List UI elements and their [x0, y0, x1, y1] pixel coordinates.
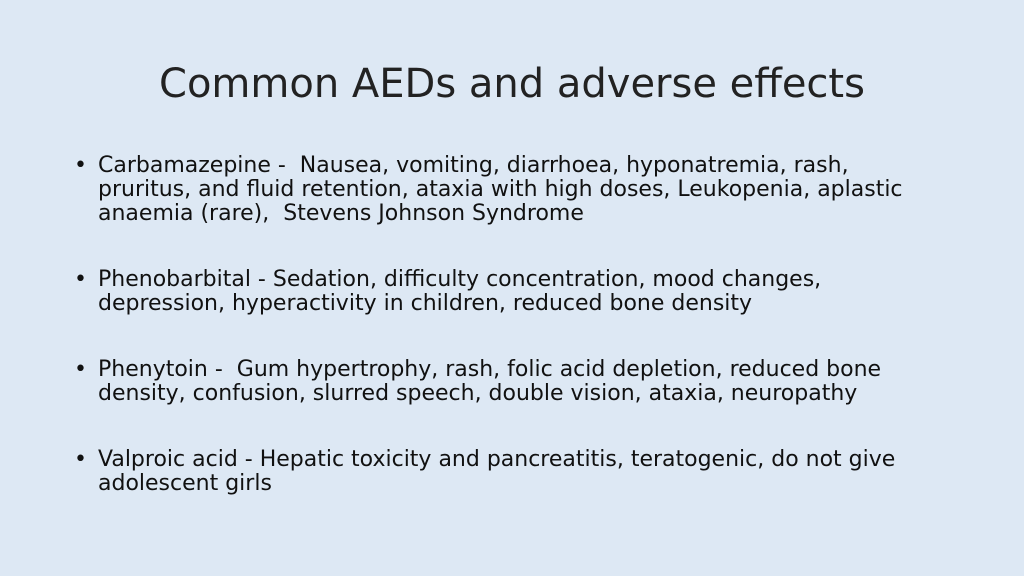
bullet-text: Valproic acid - Hepatic toxicity and pancreatitis, teratogenic, do not give adolescent girls	[98, 447, 903, 496]
bullet-text: Carbamazepine - Nausea, vomiting, diarrhoea, hyponatremia, rash, pruritus, and fluid retention, ataxia with high doses, Leukopenia, aplastic anaemia (rare), Stevens Johnson Syndrome	[98, 153, 910, 226]
bullet-marker: •	[74, 267, 87, 292]
list-item	[74, 448, 934, 496]
list-item	[74, 268, 934, 316]
list-item	[74, 154, 934, 226]
bullet-text: Phenytoin - Gum hypertrophy, rash, folic acid depletion, reduced bone density, confusion, slurred speech, double vision, ataxia, neuropathy	[98, 357, 889, 406]
bullet-text: Phenobarbital - Sedation, difficulty concentration, mood changes, depression, hyperactivity in children, reduced bone density	[98, 267, 829, 316]
bullet-list	[74, 154, 934, 496]
bullet-marker: •	[74, 357, 87, 382]
list-item	[74, 358, 934, 406]
slide-title: Common AEDs and adverse effects	[159, 61, 865, 107]
bullet-marker: •	[74, 447, 87, 472]
bullet-marker: •	[74, 153, 87, 178]
